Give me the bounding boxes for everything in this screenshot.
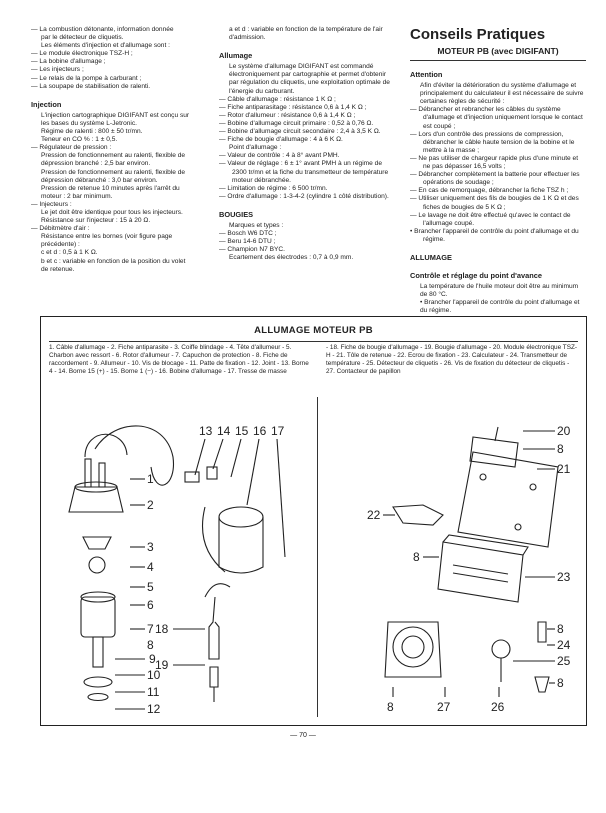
callout-6: 6: [147, 598, 154, 612]
distributor-cap-drawing: [69, 487, 123, 512]
spark-plug-drawing: [209, 597, 219, 659]
callout-3: 3: [147, 540, 154, 554]
paragraph: Le jet doit être identique pour tous les injecteurs.: [41, 208, 183, 216]
paragraph: — Valeur de contrôle : 4 à 8° avant PMH.: [219, 152, 340, 160]
callout-1: 1: [147, 472, 154, 486]
paragraph: — Débitmètre d'air :: [31, 225, 90, 233]
ignition-diagram: [40, 316, 587, 726]
callout-8-module: 8: [557, 442, 564, 456]
page-number: — 70 —: [290, 732, 316, 739]
paragraph: — Bobine d'allumage circuit secondaire : 2,4 à 3,5 K Ω.: [219, 128, 381, 136]
paragraph: Teneur en CO % : 1 ± 0,5.: [41, 136, 118, 144]
rotor-drawing: [83, 537, 111, 549]
paragraph: — Les injecteurs ;: [31, 66, 84, 74]
callout-5: 5: [147, 580, 154, 594]
callout-2: 2: [147, 498, 154, 512]
section-heading: Allumage: [219, 51, 253, 61]
callout-12: 12: [147, 702, 161, 716]
paragraph: Afin d'éviter la détérioration du système d'allumage et principalement du calculateur il est nécessaire de suivre certaines règles de sécurité :: [420, 82, 584, 106]
paragraph: — Le lavage ne doit être effectué qu'avec le contact de l'allumage coupé.: [410, 211, 571, 227]
distributor-exploded-view: [55, 397, 311, 717]
paragraph: Ecartement des électrodes : 0,7 à 0,9 mm.: [229, 254, 354, 262]
paragraph: Le système d'allumage DIGIFANT est commandé électroniquement par cartographie et permet d'obtenir par régulation du cliquetis, une exploitation optimale de l'énergie du carburant.: [229, 63, 390, 95]
paragraph: Résistance sur l'injecteur : 15 à 20 Ω.: [41, 217, 151, 225]
paragraph: — Câble d'allumage : résistance 1 K Ω ;: [219, 95, 336, 103]
section-subtitle: MOTEUR PB (avec DIGIFANT): [410, 46, 586, 61]
paragraph: — Valeur de réglage : 6 ± 1° avant PMH à un régime de 2300 tr/mn et la fiche du transmetteur de température moteur débranchée.: [219, 160, 389, 184]
legend-left: 1. Câble d'allumage - 2. Fiche antiparasite - 3. Coiffe blindage - 4. Tête d'allumeur - 5. Charbon avec ressort - 6. Rotor d'allumeur - 7. Capuchon de protection - 8. Fiche de raccordement - 9. Allumeur - 10. Vis de blocage - 11. Patte de fixation - 12. Joint - 13. Borne 4 - 14. Borne 15 (+) - 15. Borne 1 (−) - 16. Bobine d'allumage - 17. Tresse de masse: [49, 344, 309, 375]
callout-9: 9: [149, 652, 156, 666]
paragraph: — La soupape de stabilisation de ralenti.: [31, 82, 151, 90]
paragraph: — Le module électronique TSZ-H ;: [31, 50, 133, 58]
throttle-body-drawing: [393, 627, 433, 667]
callout-19: 19: [155, 658, 169, 672]
advice-list: [410, 71, 586, 316]
paragraph: — Bobine d'allumage circuit primaire : 0,52 à 0,76 Ω.: [219, 119, 374, 127]
callout-13: 13: [199, 424, 213, 438]
middle-text-column: [219, 26, 395, 262]
paragraph: b et c : variable en fonction de la position du volet de retenue.: [41, 257, 186, 273]
legend-right: - 18. Fiche de bougie d'allumage - 19. Bougie d'allumage - 20. Module électronique TSZ-H - 21. Tôle de retenue - 22. Ecrou de fixation - 23. Calculateur - 24. Transmetteur de température - 25. Détecteur de cliquetis - 26. Vis de fixation du détecteur de cliquetis - 27. Contacteur de papillon: [326, 344, 577, 375]
paragraph: — Ne pas utiliser de chargeur rapide plus d'une minute et ne pas dépasser 16,5 volts ;: [410, 154, 579, 171]
paragraph: La température de l'huile moteur doit être au minimum de 80 °C.: [420, 283, 579, 299]
paragraph: Pression de fonctionnement au ralenti, flexible de dépression branché : 2,5 bar environ.: [41, 152, 186, 168]
paragraph: L'injection cartographique DIGIFANT est conçu sur les bases du système L-Jetronic.: [41, 111, 190, 127]
paragraph: — Rotor d'allumeur : résistance 0,6 à 1,4 K Ω ;: [219, 111, 356, 119]
paragraph: Pression de fonctionnement au ralenti, flexible de dépression débranché : 3,0 bar environ.: [41, 168, 186, 184]
callout-11: 11: [147, 685, 160, 699]
callout-4: 4: [147, 560, 154, 574]
knock-sensor-drawing: [492, 640, 510, 658]
diagram-divider: [317, 397, 318, 717]
paragraph: — Lors d'un contrôle des pressions de compression, débrancher le câble haute tension de la bobine et le mettre à la masse ;: [410, 130, 575, 154]
section-heading: BOUGIES: [219, 209, 254, 219]
paragraph: Les éléments d'injection et d'allumage sont :: [41, 42, 170, 50]
paragraph: — Champion N7 BYC.: [219, 246, 285, 254]
callout-8-throttle: 8: [387, 700, 394, 714]
paragraph: • Brancher l'appareil de contrôle du point d'allumage et du régime.: [420, 299, 580, 315]
paragraph: — Injecteurs :: [31, 200, 72, 208]
section-heading: Attention: [410, 70, 443, 79]
callout-27: 27: [437, 700, 451, 714]
callout-25: 25: [557, 654, 571, 668]
temperature-sensor-drawing: [538, 622, 546, 642]
paragraph: — Utiliser uniquement des fils de bougies de 1 K Ω et des fiches de bougies de 5 K Ω ;: [410, 195, 579, 211]
section-heading: ALLUMAGE: [410, 252, 452, 262]
callout-8-knock: 8: [557, 676, 564, 690]
paragraph: Résistance entre les bornes (voir figure page précédente) :: [41, 233, 173, 249]
nut-connector-drawing: [393, 505, 443, 525]
paragraph: — La combustion détonante, information donnée: [31, 26, 174, 33]
callout-7: 7: [147, 622, 154, 636]
paragraph: — En cas de remorquage, débrancher la fiche TSZ h ;: [410, 187, 569, 195]
paragraph: par le détecteur de cliquetis.: [41, 34, 124, 42]
callout-10: 10: [147, 668, 161, 682]
callout-24: 24: [557, 638, 571, 652]
paragraph: — Beru 14-6 DTU ;: [219, 238, 276, 246]
paragraph: Pression de retenue 10 minutes après l'arrêt du moteur : 2 bar minimum.: [41, 184, 180, 200]
callout-8: 8: [147, 638, 154, 652]
callout-16: 16: [253, 424, 267, 438]
paragraph: Régime de ralenti : 800 ± 50 tr/mn.: [41, 128, 143, 136]
paragraph: — Le relais de la pompe à carburant ;: [31, 74, 142, 82]
paragraph: Point d'allumage :: [229, 144, 282, 152]
paragraph: — Ordre d'allumage : 1-3-4-2 (cylindre 1 côté distribution).: [219, 192, 389, 200]
right-text-column: [410, 26, 586, 316]
title-rule: [49, 341, 578, 342]
paragraph: — Bosch W6 DTC ;: [219, 230, 277, 238]
callout-17: 17: [271, 424, 285, 438]
paragraph: — Limitation de régime : 6 500 tr/mn.: [219, 184, 328, 192]
left-text-column: [31, 26, 193, 274]
paragraph: Marques et types :: [229, 221, 284, 229]
paragraph: c et d : 0,5 à 1 K Ω.: [41, 249, 98, 257]
callout-22: 22: [367, 508, 381, 522]
tsz-module-drawing: [470, 437, 518, 467]
distributor-body-drawing: [81, 597, 115, 637]
paragraph: — Débrancher complètement la batterie pour effectuer les opérations de soudage ;: [410, 171, 580, 187]
section-title: Conseils Pratiques: [410, 26, 546, 43]
callout-23: 23: [557, 570, 571, 584]
ecu-drawing: [438, 542, 523, 602]
paragraph: — Fiche antiparasitage : résistance 0,6 à 1,4 K Ω ;: [219, 103, 367, 111]
paragraph: — Débrancher et rebrancher les câbles du système d'allumage et d'injection uniquement lorsque le contact est coupé ;: [410, 106, 583, 130]
section-heading: Contrôle et réglage du point d'avance: [410, 271, 542, 281]
callout-21: 21: [557, 462, 571, 476]
callout-18: 18: [155, 622, 169, 636]
coil-drawing: [219, 507, 263, 527]
section-heading: Injection: [31, 99, 62, 109]
callout-20: 20: [557, 424, 571, 438]
callout-8-temp: 8: [557, 622, 564, 636]
callout-8-ecu: 8: [413, 550, 420, 564]
paragraph: — La bobine d'allumage ;: [31, 58, 106, 66]
diagram-title: ALLUMAGE MOTEUR PB: [254, 325, 373, 336]
ecu-sensors-view: [323, 397, 579, 717]
paragraph: — Régulateur de pression :: [31, 144, 112, 152]
callout-15: 15: [235, 424, 249, 438]
callout-14: 14: [217, 424, 231, 438]
callout-26: 26: [491, 700, 505, 714]
paragraph: — Fiche de bougie d'allumage : 4 à 6 K Ω.: [219, 136, 343, 144]
paragraph: a et d : variable en fonction de la température de l'air d'admission.: [229, 26, 383, 42]
paragraph: • Brancher l'appareil de contrôle du point d'allumage et du régime.: [410, 227, 579, 243]
